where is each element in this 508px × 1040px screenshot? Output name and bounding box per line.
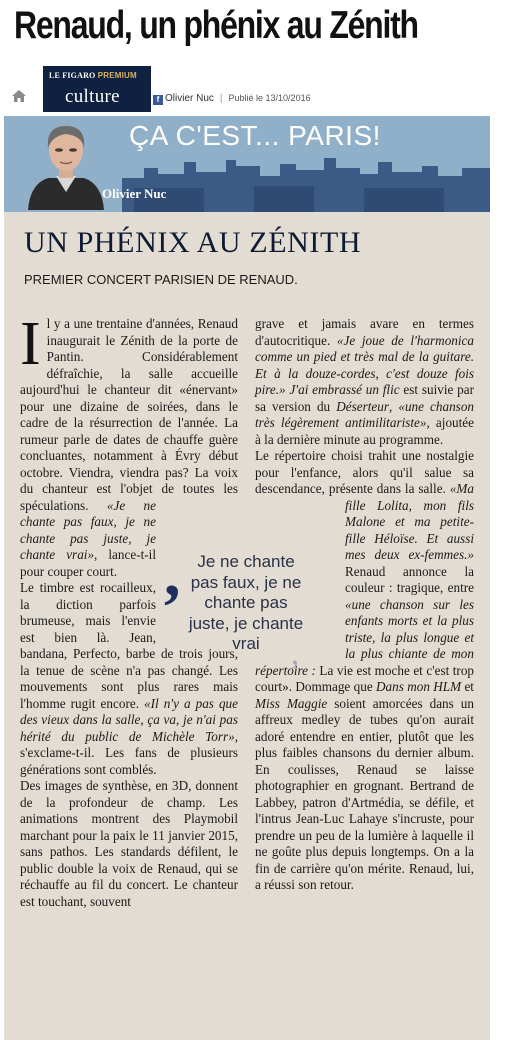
text-run: grave et jamais avare en termes d'autocritique. [255,316,474,348]
text-run: , ajoutée à la dernière minute au programme. [255,415,474,447]
meta-bar [12,64,492,114]
logo-figaro-text: LE FIGARO [49,71,96,80]
open-quote-mark: , [164,537,181,610]
text-run: Renaud annonce la couleur : tragique, entre [345,563,474,595]
text-run: est suivie par sa version du [255,382,474,414]
article-title: UN PHÉNIX AU ZÉNITH [24,226,362,259]
logo-culture-text: culture [65,86,120,107]
paragraph [20,310,238,580]
author-name[interactable]: Olivier Nuc [165,93,214,104]
article-subtitle: PREMIER CONCERT PARISIEN DE RENAUD. [24,272,298,287]
author-line [153,93,311,105]
quote-run: «Je ne chante pas faux, je ne chante pas juste, je chante vrai» [20,497,156,562]
author-portrait [26,118,106,210]
quote-run: «Ma fille Lolita, mon fils Malone et ma petite-fille Héloïse. Et aussi mes deux ex-femmes.» [345,481,474,562]
title-run: Déserteur [336,398,389,414]
column-rubric: ÇA C'EST... PARIS! [129,120,381,151]
text-run: , s'exclame-t-il. Les fans de plusieurs générations sont comblés. [20,728,238,777]
column-banner [4,116,490,212]
close-quote-mark: , [291,635,299,671]
title-run: Dans mon HLM [376,679,462,694]
page-headline: Renaud, un phénix au Zénith [14,4,418,47]
title-run: Miss Maggie [255,695,328,711]
drop-cap: I [20,310,41,378]
banner-byline: Olivier Nuc [102,186,167,201]
quote-run: «une chanson sur les enfants morts et la plus triste, la plus longue et la plus chiante de mon répertoire : [255,596,474,678]
facebook-icon[interactable]: f [153,95,163,105]
text-run: Le répertoire choisi trahit une nostalgie pour l'enfance, alors qu'il salue sa descendance, présente dans la salle. [255,448,474,496]
quote-run: «Je joue de l'harmonica comme un pied et très mal de la guitare. Et à la douze-cordes, c'est douze fois pire.» J'ai embrassé un flic [255,332,475,397]
text-run: Le timbre est rocailleux, la diction parfois brumeuse, mais l'envie est bien là. Jean, bandana, Perfecto, barbe de trois jours, la tenue de scène n'a pas changé. Les mouvements sont plus rares mais l'homme rugit encore. [20,580,238,711]
quote-run: «une chanson très légèrement antimilitariste» [255,398,475,430]
text-run: l y a une trentaine d'années, Renaud inaugurait le Zénith de la porte de Pantin. Considérablement défraîchie, la salle accueille aujourd'hui le chanteur dit «énervant» pour une dizaine de soirées, dans le cadre de la résurrection de l'année. La rumeur parle de dates de chauffe guère concluantes, notamment à Évry début octobre. Viendra, viendra pas? La voix du chanteur est l'objet de toutes les spéculations. [20,316,238,513]
quote-run: «Il n'y a pas que des vieux dans la salle, ça va, je n'ai pas hérité du public de Michèle Torr» [20,695,238,744]
text-run: La vie est moche et c'est trop court [255,662,475,694]
paragraph: Des images de synthèse, en 3D, donnent de la profondeur de champ. Les animations montrent des Playmobil marchant pour la paix le 11 janvier 2015, sans pathos. Les standards défilent, le public double la voix de Renaud, qui se réchauffe au fil du concert. Le chanteur est touchant, souvent [20,778,238,909]
figaro-culture-logo[interactable] [43,66,151,112]
paragraph [255,316,474,448]
logo-premium-text: PREMIUM [97,71,137,80]
text-run: , lance-t-il pour couper court. [20,547,156,579]
text-run: et [461,679,474,694]
text-run: soient amorcées dans un affreux medley de tubes qu'on aurait adoré entendre en entier, plutôt que les plus faibles chansons du dernier album. En coulisses, Renaud se laisse photographier en grognant. Bertrand de Labbey, patron d'Artmédia, se défile, et l'intrus Jean-Luc Lahaye s'incruste, pour prendre un peu de la lumière à laquelle il ne goûte plus depuis longtemps. On a la fin de carrière qu'on mérite. Renaud, lui, a réussi son retour. [255,695,474,892]
home-icon[interactable] [12,90,26,102]
text-run: ». Dommage que [282,679,377,694]
separator: | [219,93,223,104]
article-panel [4,116,490,1040]
publish-date: Publié le 13/10/2016 [228,93,311,103]
pull-quote [164,537,314,678]
pull-quote-text: Je ne chante pas faux, je ne chante pas juste, je chante vrai [188,552,304,653]
text-run: , [388,398,399,414]
